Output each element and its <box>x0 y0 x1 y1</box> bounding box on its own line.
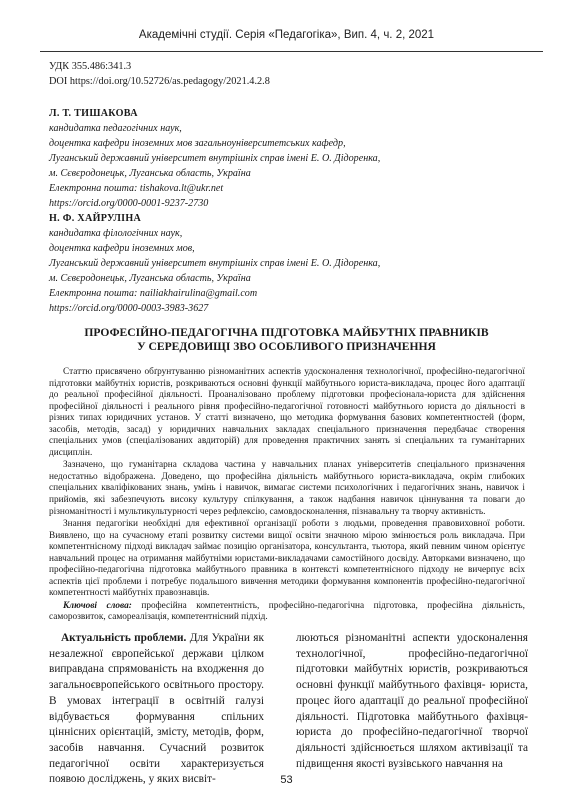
author-block-2 <box>49 211 529 316</box>
author-name: Л. Т. ТИШАКОВА <box>49 108 138 119</box>
abstract-paragraph-3: Знання педагогіки необхідні для ефективної організації роботи з людьми, проведення правовиховної роботи. Виявлено, що на сучасному етапі розвитку системи вищої освіти значною мірою змінюється роль викладача. При компетентнісному підході викладач займає позицію організатора, консультанта, тьютора, який певним чином орієнтує навчальний процес на отримання майбутніми юристами-викладачами самостійного досвіду. Авторками визначено, що професійно-педагогічна підготовка майбутнього правника в контексті компетентнісного підходу не вичерпує всіх аспектів цієї проблеми і потребує подальшого вивчення методики формування компонентів професійно-педагогічної компетентності майбутніх правознавців. <box>49 519 525 599</box>
author-degree: кандидатка філологічних наук, <box>49 228 183 239</box>
udk-code: УДК 355.486:341.3 <box>49 61 132 72</box>
article-title-line-1: ПРОФЕСІЙНО-ПЕДАГОГІЧНА ПІДГОТОВКА МАЙБУТНІХ ПРАВНИКІВ <box>84 326 489 339</box>
author-position: доцентка кафедри іноземних мов, <box>49 243 195 254</box>
running-header <box>0 0 573 55</box>
author-affiliation: Луганський державний університет внутрішніх справ імені Е. О. Дідоренка, <box>49 258 381 269</box>
header-divider <box>40 51 543 52</box>
author-block-1 <box>49 106 529 211</box>
author-location: м. Сєвєродонецьк, Луганська область, Україна <box>49 168 251 179</box>
author-orcid[interactable]: https://orcid.org/0000-0001-9237-2730 <box>49 198 209 209</box>
section-heading: Актуальність проблеми. <box>61 632 187 644</box>
author-email[interactable]: Електронна пошта: tishakova.lt@ukr.net <box>49 183 224 194</box>
abstract <box>49 367 525 624</box>
body-column-left <box>49 631 264 788</box>
keywords-list: професійна компетентність, професійно-педагогічна підготовка, професійна діяльність, саморозвиток, самореалізація, компетентнісний підхід. <box>49 600 525 623</box>
author-degree: кандидатка педагогічних наук, <box>49 123 182 134</box>
body-paragraph <box>49 631 264 788</box>
author-orcid[interactable]: https://orcid.org/0000-0003-3983-3627 <box>49 303 209 314</box>
author-email[interactable]: Електронна пошта: nailiakhairulina@gmail.com <box>49 288 258 299</box>
doi-link[interactable]: DOI https://doi.org/10.52726/as.pedagogy/2021.4.2.8 <box>49 76 270 87</box>
running-title: Академічні студії. Серія «Педагогіка», Вип. 4, ч. 2, 2021 <box>138 29 435 41</box>
body-column-right <box>296 631 528 772</box>
body-text: Для України як незалежної європейської держави цілком виправдана спрямованість на входження до загальноєвропейського освітнього простору. В умовах інтеграції в освітній галузі відбувається формування спільних ціннісних орієнтацій, змісту, методів, форм, засобів навчання. Сучасний розвиток педагогічної освіти характеризується появою досліджень, у яких висвіт- <box>49 632 264 786</box>
article-title <box>40 326 533 354</box>
author-location: м. Сєвєродонецьк, Луганська область, Україна <box>49 273 251 284</box>
author-position: доцентка кафедри іноземних мов загальноуніверситетських кафедр, <box>49 138 346 149</box>
abstract-paragraph-2: Зазначено, що гуманітарна складова частина у навчальних планах університетів спеціального призначення недостатньо відображена. Доведено, що професійна діяльність майбутнього юриста-викладача, окрім глибоких спеціальних кваліфікованих знань, умінь і навичок, вимагає системи психологічних і педагогічних знань, навичок і прийомів, які забезпечують високу культуру спілкування, а також надбання навичок ціннування та поваги до різноманітності і мультикультурності через рефлексію, самовдосконалення, пізнавальну та творчу активність. <box>49 460 525 517</box>
body-paragraph: люються різноманітні аспекти удосконалення технологічної, професійно-педагогічної підготовки майбутніх юристів, розкриваються основні функції майбутнього фахівця- юриста, процес його адаптації до реальної професійної діяльності. Підготовка майбутнього фахівця-юриста до професійно-педагогічної творчої діяльності здійснюється шляхом активізації та підвищення якості вузівського навчання на <box>296 632 528 770</box>
keywords-label: Ключові слова: <box>63 600 132 611</box>
author-affiliation: Луганський державний університет внутрішніх справ імені Е. О. Дідоренка, <box>49 153 381 164</box>
author-name: Н. Ф. ХАЙРУЛІНА <box>49 213 142 224</box>
article-title-line-2: У СЕРЕДОВИЩІ ЗВО ОСОБЛИВОГО ПРИЗНАЧЕННЯ <box>137 340 436 353</box>
keywords <box>49 601 525 624</box>
abstract-paragraph-1: Статтю присвячено обґрунтуванню різноманітних аспектів удосконалення технологічної, професійно-педагогічної підготовки майбутніх юристів, розкриваються основні функції майбутнього юриста-викладача, процес його адаптації до реальної професійної діяльності. Проаналізовано проблему підготовки професіонала-юриста для здійснення професійної діяльності і реального рівня професійно-педагогічної готовності майбутнього юриста до діяльності в різних типах юридичних установ. У статті визначено, що методика формування базових компетентностей (форм, засобів, методів, засад) у юридичних навчальних закладах спеціального призначення передбачає створення спеціальних умов (спеціалізованих авдиторій) для проведення практичних занять зі спеціальних та гуманітарних дисциплін. <box>49 367 525 458</box>
page-number: 53 <box>280 774 293 786</box>
